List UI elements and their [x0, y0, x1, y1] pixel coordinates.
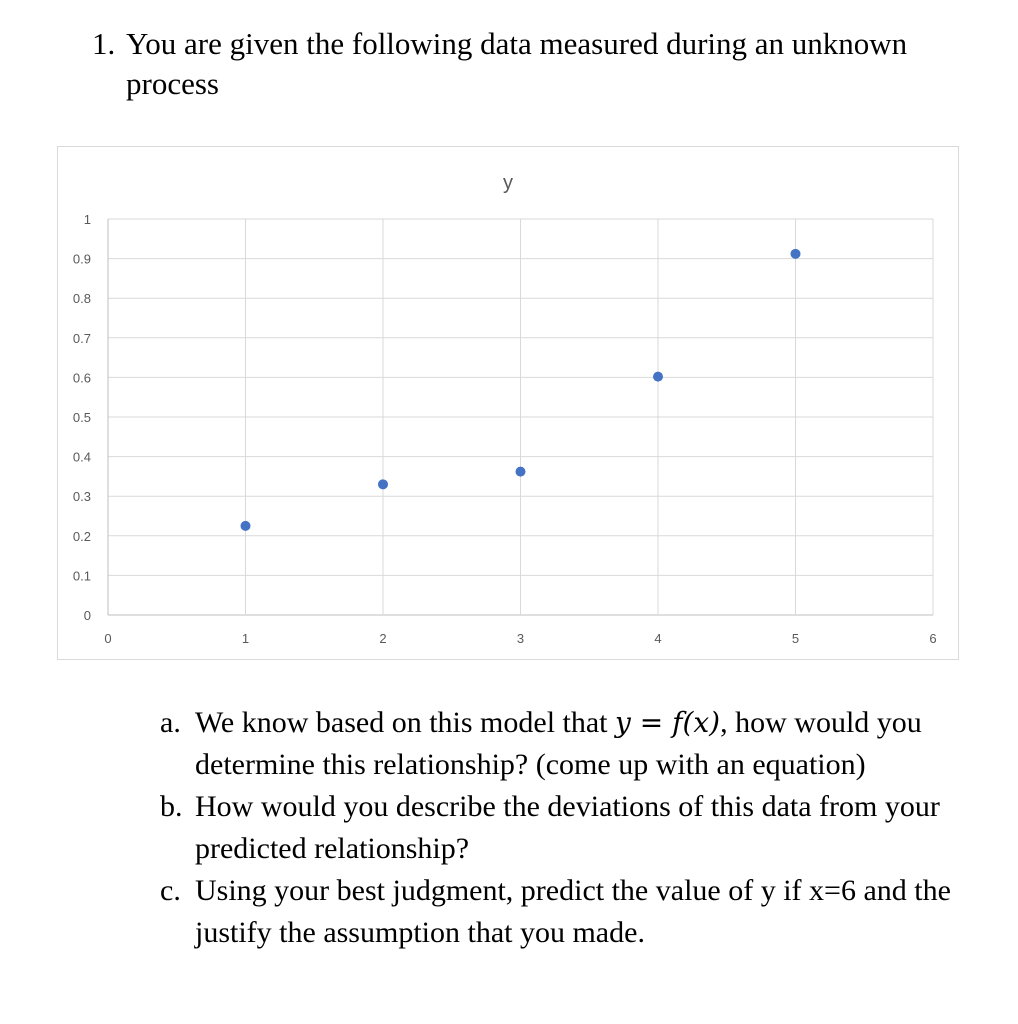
y-tick-label: 0.9 — [72, 251, 91, 267]
subquestion-a-equation: y = f(x) — [615, 706, 721, 739]
subquestion-list — [160, 702, 980, 954]
subquestion-a — [160, 702, 980, 786]
subquestion-a-text-start: We know based on this model that — [195, 706, 616, 739]
y-tick-label: 0.1 — [72, 568, 91, 584]
subquestion-letter: a. — [160, 706, 181, 739]
y-tick-label: 0 — [83, 608, 91, 623]
x-tick-label: 4 — [654, 631, 662, 646]
question-text: You are given the following data measured during an unknown process — [126, 26, 908, 101]
x-tick-label: 6 — [929, 631, 937, 646]
data-point — [516, 467, 526, 477]
subquestion-b — [160, 786, 980, 870]
subquestion-c — [160, 870, 980, 954]
x-tick-label: 1 — [241, 631, 250, 646]
x-tick-label: 2 — [379, 631, 387, 646]
x-tick-label: 5 — [791, 631, 800, 646]
data-point — [791, 249, 801, 259]
subquestion-c-text: Using your best judgment, predict the value of y if x=6 and the justify the assumption that you made. — [195, 874, 951, 949]
data-point — [378, 479, 388, 489]
x-tick-label: 0 — [104, 631, 112, 646]
subquestion-letter: c. — [160, 874, 181, 907]
y-tick-label: 0.2 — [72, 528, 91, 544]
x-tick-label: 3 — [516, 631, 525, 646]
y-tick-label: 0.4 — [72, 449, 91, 465]
y-tick-label: 1 — [83, 212, 91, 227]
question-number: 1. — [92, 26, 116, 61]
chart-svg — [58, 147, 958, 659]
subquestion-a-text-end: , how would you determine this relationship? (come up with an equation) — [195, 706, 922, 781]
y-tick-label: 0.6 — [72, 370, 91, 386]
chart-title: y — [503, 172, 513, 194]
y-tick-label: 0.5 — [72, 410, 91, 425]
subquestion-letter: b. — [160, 790, 183, 823]
y-tick-label: 0.7 — [72, 330, 91, 346]
scatter-chart — [57, 146, 959, 660]
data-point — [653, 372, 663, 382]
data-point — [241, 521, 251, 531]
y-tick-label: 0.3 — [72, 489, 91, 505]
y-tick-label: 0.8 — [72, 291, 91, 307]
subquestion-b-text: How would you describe the deviations of this data from your predicted relationship? — [195, 790, 940, 865]
